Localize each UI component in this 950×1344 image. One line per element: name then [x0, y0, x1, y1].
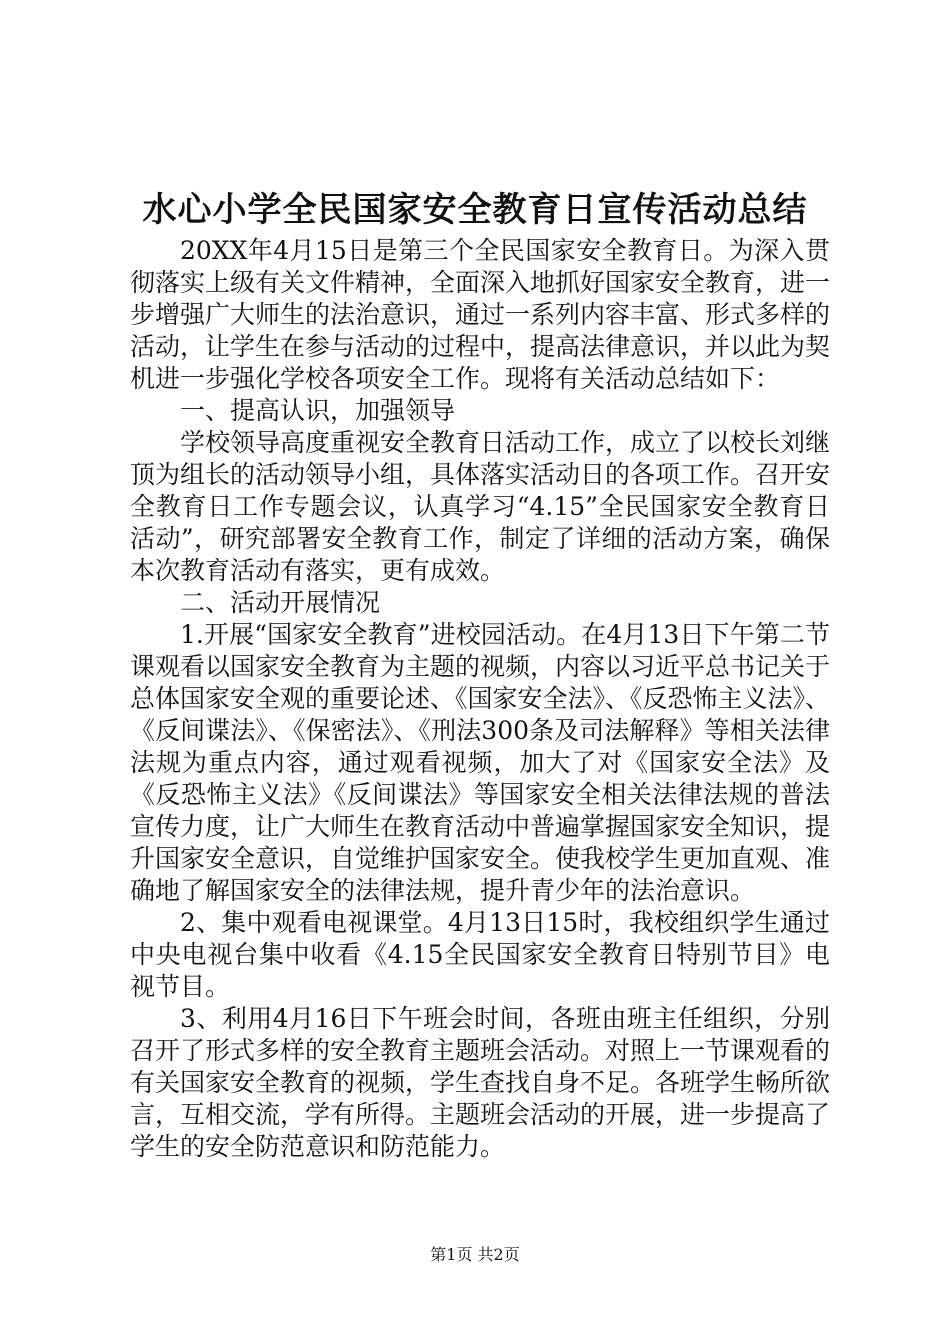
document-body	[130, 235, 830, 1163]
section-heading-2: 二、活动开展情况	[180, 588, 381, 617]
paragraph-intro: 20XX年4月15日是第三个全民国家安全教育日。为深入贯彻落实上级有关文件精神，全面深入地抓好国家安全教育，进一步增强广大师生的法治意识，通过一系列内容丰富、形式多样的活动，让学生在参与活动的过程中，提高法律意识，并以此为契机进一步强化学校各项安全工作。现将有关活动总结如下：	[130, 236, 831, 393]
paragraph-activity-3: 3、利用4月16日下午班会时间，各班由班主任组织，分别召开了形式多样的安全教育主题班会活动。对照上一节课观看的有关国家安全教育的视频，学生查找自身不足。各班学生畅所欲言，互相交流，学有所得。主题班会活动的开展，进一步提高了学生的安全防范意识和防范能力。	[130, 1004, 831, 1161]
paragraph-activity-2: 2、集中观看电视课堂。4月13日15时，我校组织学生通过中央电视台集中收看《4.15全民国家安全教育日特别节目》电视节目。	[130, 908, 830, 1001]
paragraph-activity-1: 1.开展“国家安全教育”进校园活动。在4月13日下午第二节课观看以国家安全教育为主题的视频，内容以习近平总书记关于总体国家安全观的重要论述、《国家安全法》、《反恐怖主义法》、《反间谍法》、《保密法》、《刑法300条及司法解释》等相关法律法规为重点内容，通过观看视频，加大了对《国家安全法》及《反恐怖主义法》《反间谍法》等国家安全相关法律法规的普法宣传力度，让广大师生在教育活动中普遍掌握国家安全知识，提升国家安全意识，自觉维护国家安全。使我校学生更加直观、准确地了解国家安全的法律法规，提升青少年的法治意识。	[130, 620, 831, 905]
section-heading-1: 一、提高认识，加强领导	[180, 396, 456, 425]
paragraph-leadership: 学校领导高度重视安全教育日活动工作，成立了以校长刘继顶为组长的活动领导小组，具体落实活动日的各项工作。召开安全教育日工作专题会议，认真学习“4.15”全民国家安全教育日活动”，研究部署安全教育工作，制定了详细的活动方案，确保本次教育活动有落实，更有成效。	[130, 428, 831, 585]
page-number: 第1页 共2页	[430, 1245, 520, 1264]
document-title: 水心小学全民国家安全教育日宣传活动总结	[142, 190, 808, 230]
